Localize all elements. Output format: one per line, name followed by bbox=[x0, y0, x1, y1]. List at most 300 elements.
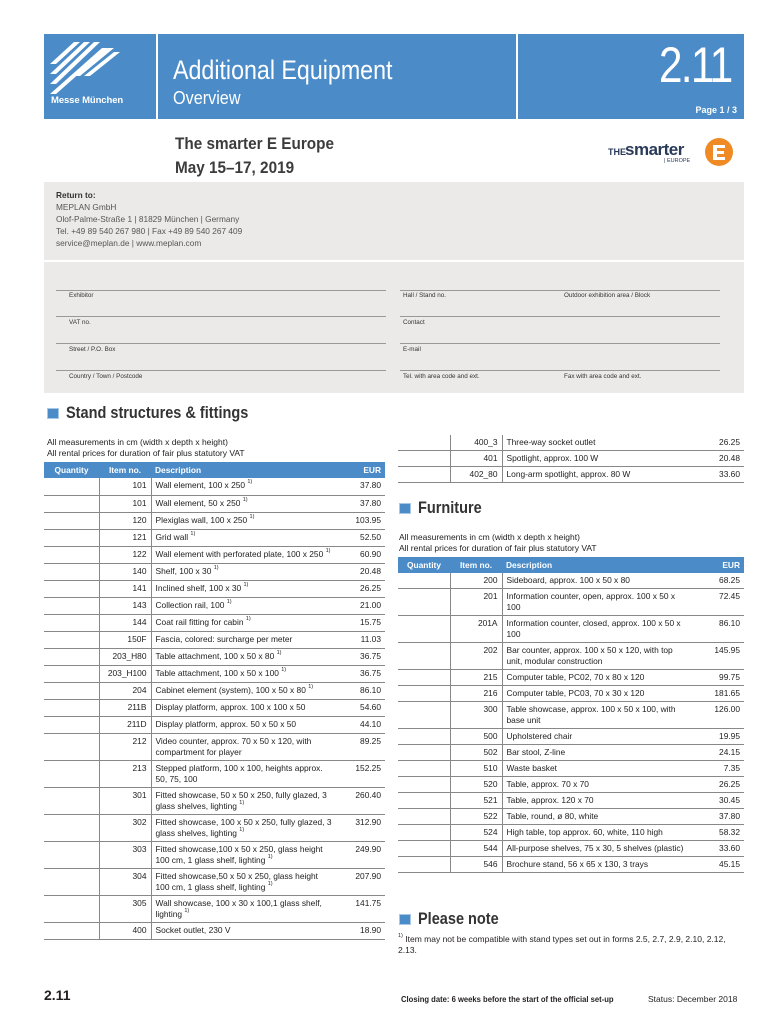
quantity-cell[interactable] bbox=[44, 614, 99, 631]
exhibitor-form bbox=[44, 262, 744, 393]
description-text: Table, round, ø 80, white bbox=[506, 811, 599, 821]
page-title: Additional Equipment bbox=[173, 55, 393, 85]
description-cell bbox=[151, 716, 336, 733]
price-cell: 15.75 bbox=[336, 614, 385, 631]
price-cell: 37.80 bbox=[336, 478, 385, 495]
table-row bbox=[398, 745, 744, 761]
hall-stand-field[interactable]: Hall / Stand no. bbox=[403, 292, 447, 299]
quantity-cell[interactable] bbox=[44, 699, 99, 716]
item-no-cell: 101 bbox=[99, 495, 151, 512]
table-row bbox=[398, 729, 744, 745]
quantity-cell[interactable] bbox=[398, 670, 450, 686]
event-dates: May 15–17, 2019 bbox=[175, 158, 295, 177]
table-row bbox=[398, 643, 744, 670]
street-field[interactable]: Street / P.O. Box bbox=[69, 346, 116, 353]
table-row bbox=[44, 495, 385, 512]
price-cell: 89.25 bbox=[336, 733, 385, 760]
messe-muenchen-logo bbox=[44, 34, 156, 119]
footer-closing-date: Closing date: 6 weeks before the start of the official set-up bbox=[401, 994, 614, 1004]
quantity-cell[interactable] bbox=[398, 467, 450, 483]
description-text: Wall element with perforated plate, 100 x 250 bbox=[155, 548, 324, 559]
page-indicator: Page 1 / 3 bbox=[695, 105, 737, 115]
description-cell bbox=[502, 702, 694, 729]
description-cell bbox=[502, 857, 694, 873]
description-cell bbox=[151, 868, 336, 895]
footnote-marker: 1) bbox=[226, 598, 232, 605]
field-line bbox=[56, 343, 386, 344]
description-text: Table attachment, 100 x 50 x 80 bbox=[155, 650, 275, 661]
table-row bbox=[44, 787, 385, 814]
item-no-cell: 122 bbox=[99, 546, 151, 563]
price-cell: 54.60 bbox=[336, 699, 385, 716]
quantity-cell[interactable] bbox=[398, 857, 450, 873]
quantity-cell[interactable] bbox=[44, 682, 99, 699]
quantity-cell[interactable] bbox=[398, 616, 450, 643]
quantity-cell[interactable] bbox=[398, 702, 450, 729]
description-text: Computer table, PC02, 70 x 80 x 120 bbox=[506, 672, 645, 682]
description-text: Inclined shelf, 100 x 30 bbox=[155, 582, 242, 593]
description-text: High table, top approx. 60, white, 110 high bbox=[506, 827, 663, 837]
note-marker: 1) bbox=[398, 933, 403, 939]
footnote-marker: 1) bbox=[243, 581, 249, 588]
event-name: The smarter E Europe bbox=[175, 134, 335, 153]
item-no-cell: 303 bbox=[99, 841, 151, 868]
quantity-cell[interactable] bbox=[398, 729, 450, 745]
description-cell bbox=[502, 729, 694, 745]
item-no-cell: 213 bbox=[99, 760, 151, 787]
quantity-cell[interactable] bbox=[44, 495, 99, 512]
price-cell: 86.10 bbox=[694, 616, 744, 643]
description-cell bbox=[151, 563, 336, 580]
email-field[interactable]: E-mail bbox=[403, 346, 421, 353]
return-address bbox=[44, 182, 744, 260]
footnote-marker: 1) bbox=[325, 547, 331, 554]
description-text: Spotlight, approx. 100 W bbox=[506, 453, 599, 463]
country-field[interactable]: Country / Town / Postcode bbox=[69, 373, 143, 380]
description-cell bbox=[502, 777, 694, 793]
exhibitor-field[interactable]: Exhibitor bbox=[69, 292, 94, 299]
quantity-cell[interactable] bbox=[44, 868, 99, 895]
item-no-cell: 143 bbox=[99, 597, 151, 614]
item-no-cell: 300 bbox=[450, 702, 502, 729]
description-text: Bar counter, approx. 100 x 50 x 120, with top unit, modular construction bbox=[506, 645, 673, 666]
logo-stripes-icon bbox=[44, 34, 156, 119]
quantity-cell[interactable] bbox=[44, 733, 99, 760]
item-no-cell: 510 bbox=[450, 761, 502, 777]
section-marker-icon bbox=[47, 408, 59, 419]
description-cell bbox=[151, 529, 336, 546]
return-line: service@meplan.de | www.meplan.com bbox=[56, 238, 202, 248]
footnote-marker: 1) bbox=[281, 666, 287, 673]
form-number: 2.11 bbox=[659, 37, 732, 93]
description-text: Brochure stand, 56 x 65 x 130, 3 trays bbox=[506, 859, 649, 869]
item-no-cell: 144 bbox=[99, 614, 151, 631]
item-no-cell: 150F bbox=[99, 631, 151, 648]
price-cell: 207.90 bbox=[336, 868, 385, 895]
field-line bbox=[400, 316, 720, 317]
table-row bbox=[44, 665, 385, 682]
quantity-cell[interactable] bbox=[398, 643, 450, 670]
smarter-e-logo bbox=[608, 137, 744, 167]
footnote-marker: 1) bbox=[249, 513, 255, 520]
quantity-cell[interactable] bbox=[398, 761, 450, 777]
footnote-marker: 1) bbox=[276, 649, 282, 656]
price-cell: 44.10 bbox=[336, 716, 385, 733]
description-text: Display platform, approx. 100 x 100 x 50 bbox=[155, 701, 306, 712]
item-no-cell: 200 bbox=[450, 573, 502, 589]
description-text: Fitted showcase, 50 x 50 x 250, fully glazed, 3 glass shelves, lighting bbox=[155, 789, 327, 811]
table-row bbox=[398, 435, 744, 451]
quantity-cell[interactable] bbox=[44, 478, 99, 495]
contact-field[interactable]: Contact bbox=[403, 319, 425, 326]
description-cell bbox=[151, 631, 336, 648]
note-text bbox=[398, 934, 744, 956]
furniture-intro bbox=[399, 532, 597, 554]
table-row bbox=[44, 841, 385, 868]
description-text: Computer table, PC03, 70 x 30 x 120 bbox=[506, 688, 645, 698]
logo-smarter: smarter bbox=[625, 140, 684, 159]
table-row bbox=[398, 686, 744, 702]
table-row bbox=[398, 809, 744, 825]
item-no-cell: 202 bbox=[450, 643, 502, 670]
item-no-cell: 201 bbox=[450, 589, 502, 616]
stand-intro-line: All rental prices for duration of fair plus statutory VAT bbox=[47, 448, 245, 458]
footnote-marker: 1) bbox=[308, 683, 314, 690]
furniture-intro-line: All rental prices for duration of fair plus statutory VAT bbox=[399, 543, 597, 553]
table-row bbox=[398, 761, 744, 777]
item-no-cell: 520 bbox=[450, 777, 502, 793]
description-cell bbox=[502, 793, 694, 809]
description-cell bbox=[151, 841, 336, 868]
description-cell bbox=[151, 699, 336, 716]
table-row bbox=[398, 777, 744, 793]
logo-text: Messe München bbox=[51, 95, 124, 106]
description-text: Sideboard, approx. 100 x 50 x 80 bbox=[506, 575, 630, 585]
quantity-cell[interactable] bbox=[398, 777, 450, 793]
quantity-cell[interactable] bbox=[398, 435, 450, 451]
footnote-marker: 1) bbox=[213, 564, 219, 571]
price-cell: 126.00 bbox=[694, 702, 744, 729]
stand-table bbox=[44, 462, 385, 940]
description-text: Coat rail fitting for cabin bbox=[155, 616, 244, 627]
item-no-cell: 204 bbox=[99, 682, 151, 699]
quantity-cell[interactable] bbox=[44, 597, 99, 614]
description-cell bbox=[151, 733, 336, 760]
footnote-marker: 1) bbox=[267, 853, 273, 860]
description-cell bbox=[502, 841, 694, 857]
footnote-marker: 1) bbox=[242, 496, 248, 503]
price-cell: 11.03 bbox=[336, 631, 385, 648]
table-row bbox=[44, 614, 385, 631]
price-cell: 181.65 bbox=[694, 686, 744, 702]
col-description: Description bbox=[502, 557, 694, 573]
table-row bbox=[44, 529, 385, 546]
description-cell bbox=[151, 478, 336, 495]
description-cell bbox=[151, 682, 336, 699]
quantity-cell[interactable] bbox=[44, 529, 99, 546]
description-text: Stepped platform, 100 x 100, heights approx. 50, 75, 100 bbox=[155, 762, 323, 784]
price-cell: 37.80 bbox=[336, 495, 385, 512]
item-no-cell: 524 bbox=[450, 825, 502, 841]
item-no-cell: 522 bbox=[450, 809, 502, 825]
table-row bbox=[44, 760, 385, 787]
item-no-cell: 401 bbox=[450, 451, 502, 467]
col-quantity: Quantity bbox=[44, 462, 99, 478]
description-cell bbox=[502, 435, 694, 451]
item-no-cell: 544 bbox=[450, 841, 502, 857]
vat-field[interactable]: VAT no. bbox=[69, 319, 91, 326]
price-cell: 20.48 bbox=[694, 451, 744, 467]
logo-e-icon bbox=[700, 137, 738, 167]
item-no-cell: 521 bbox=[450, 793, 502, 809]
table-row bbox=[44, 699, 385, 716]
table-row bbox=[398, 841, 744, 857]
description-text: Collection rail, 100 bbox=[155, 599, 225, 610]
price-cell: 86.10 bbox=[336, 682, 385, 699]
item-no-cell: 216 bbox=[450, 686, 502, 702]
note-section-title: Please note bbox=[418, 910, 499, 928]
quantity-cell[interactable] bbox=[398, 809, 450, 825]
description-text: Wall element, 100 x 250 bbox=[155, 480, 246, 490]
item-no-cell: 211B bbox=[99, 699, 151, 716]
description-text: Information counter, open, approx. 100 x 50 x 100 bbox=[506, 591, 676, 612]
quantity-cell[interactable] bbox=[44, 760, 99, 787]
price-cell: 19.95 bbox=[694, 729, 744, 745]
description-cell bbox=[151, 495, 336, 512]
table-row bbox=[398, 857, 744, 873]
table-row bbox=[44, 563, 385, 580]
description-cell bbox=[151, 614, 336, 631]
description-text: Waste basket bbox=[506, 763, 557, 773]
field-line bbox=[400, 370, 720, 371]
description-text: Three-way socket outlet bbox=[506, 437, 596, 447]
price-cell: 37.80 bbox=[694, 809, 744, 825]
footnote-marker: 1) bbox=[239, 799, 245, 806]
item-no-cell: 215 bbox=[450, 670, 502, 686]
field-line bbox=[56, 290, 386, 291]
table-row bbox=[44, 648, 385, 665]
description-text: Fascia, colored: surcharge per meter bbox=[155, 633, 293, 644]
description-cell bbox=[151, 760, 336, 787]
field-line bbox=[400, 343, 720, 344]
return-line: MEPLAN GmbH bbox=[56, 202, 117, 212]
footer-form-number: 2.11 bbox=[44, 987, 71, 1003]
item-no-cell: 141 bbox=[99, 580, 151, 597]
footnote-marker: 1) bbox=[245, 615, 251, 622]
price-cell: 26.25 bbox=[336, 580, 385, 597]
price-cell: 68.25 bbox=[694, 573, 744, 589]
quantity-cell[interactable] bbox=[44, 631, 99, 648]
item-no-cell: 500 bbox=[450, 729, 502, 745]
form-number-block bbox=[518, 34, 744, 119]
quantity-cell[interactable] bbox=[398, 573, 450, 589]
col-item-no: Item no. bbox=[450, 557, 502, 573]
footer-status: Status: December 2018 bbox=[648, 994, 738, 1004]
quantity-cell[interactable] bbox=[398, 745, 450, 761]
description-text: Information counter, closed, approx. 100 x 50 x 100 bbox=[506, 618, 681, 639]
quantity-cell[interactable] bbox=[398, 686, 450, 702]
table-row bbox=[398, 451, 744, 467]
price-cell: 72.45 bbox=[694, 589, 744, 616]
description-cell bbox=[502, 745, 694, 761]
item-no-cell: 203_H80 bbox=[99, 648, 151, 665]
table-row bbox=[398, 467, 744, 483]
quantity-cell[interactable] bbox=[44, 787, 99, 814]
quantity-cell[interactable] bbox=[44, 580, 99, 597]
quantity-cell[interactable] bbox=[398, 589, 450, 616]
table-row bbox=[44, 895, 385, 922]
title-block bbox=[158, 34, 516, 119]
item-no-cell: 400_3 bbox=[450, 435, 502, 451]
table-row bbox=[398, 589, 744, 616]
price-cell: 312.90 bbox=[336, 814, 385, 841]
description-cell bbox=[151, 665, 336, 682]
footnote-marker: 1) bbox=[267, 880, 273, 887]
description-cell bbox=[502, 616, 694, 643]
quantity-cell[interactable] bbox=[44, 648, 99, 665]
item-no-cell: 546 bbox=[450, 857, 502, 873]
description-text: Long-arm spotlight, approx. 80 W bbox=[506, 469, 631, 479]
outdoor-area-field[interactable]: Outdoor exhibition area / Block bbox=[564, 292, 651, 299]
quantity-cell[interactable] bbox=[398, 793, 450, 809]
return-line: Tel. +49 89 540 267 980 | Fax +49 89 540 267 409 bbox=[56, 226, 243, 236]
table-row bbox=[44, 733, 385, 760]
table-row bbox=[398, 793, 744, 809]
col-eur: EUR bbox=[694, 557, 744, 573]
tel-field[interactable]: Tel. with area code and ext. bbox=[403, 373, 480, 380]
description-text: Video counter, approx. 70 x 50 x 120, with compartment for player bbox=[155, 735, 312, 757]
item-no-cell: 140 bbox=[99, 563, 151, 580]
table-row bbox=[44, 512, 385, 529]
price-cell: 21.00 bbox=[336, 597, 385, 614]
description-text: Plexiglas wall, 100 x 250 bbox=[155, 514, 248, 525]
description-cell bbox=[151, 814, 336, 841]
table-row bbox=[44, 580, 385, 597]
description-cell bbox=[502, 451, 694, 467]
logo-the: THE bbox=[608, 147, 626, 157]
description-text: Grid wall bbox=[155, 531, 189, 542]
col-description: Description bbox=[151, 462, 336, 478]
item-no-cell: 304 bbox=[99, 868, 151, 895]
price-cell: 18.90 bbox=[336, 922, 385, 939]
quantity-cell[interactable] bbox=[398, 841, 450, 857]
price-cell: 33.60 bbox=[694, 467, 744, 483]
item-no-cell: 101 bbox=[99, 478, 151, 495]
price-cell: 60.90 bbox=[336, 546, 385, 563]
description-cell bbox=[151, 546, 336, 563]
description-cell bbox=[502, 467, 694, 483]
quantity-cell[interactable] bbox=[44, 665, 99, 682]
table-row bbox=[44, 682, 385, 699]
quantity-cell[interactable] bbox=[44, 895, 99, 922]
table-row bbox=[44, 922, 385, 939]
description-cell bbox=[502, 825, 694, 841]
table-row bbox=[398, 702, 744, 729]
item-no-cell: 301 bbox=[99, 787, 151, 814]
quantity-cell[interactable] bbox=[44, 922, 99, 939]
item-no-cell: 402_80 bbox=[450, 467, 502, 483]
furniture-table bbox=[398, 557, 744, 873]
description-cell bbox=[502, 761, 694, 777]
price-cell: 58.32 bbox=[694, 825, 744, 841]
item-no-cell: 212 bbox=[99, 733, 151, 760]
event-info bbox=[175, 132, 334, 180]
table-row bbox=[44, 716, 385, 733]
description-text: Wall showcase, 100 x 30 x 100,1 glass shelf, lighting bbox=[155, 897, 322, 919]
quantity-cell[interactable] bbox=[398, 825, 450, 841]
description-text: Table, approx. 120 x 70 bbox=[506, 795, 594, 805]
field-line bbox=[56, 316, 386, 317]
quantity-cell[interactable] bbox=[44, 563, 99, 580]
description-text: Upholstered chair bbox=[506, 731, 573, 741]
footnote-marker: 1) bbox=[184, 907, 190, 914]
logo-europe: | EUROPE bbox=[664, 158, 691, 164]
quantity-cell[interactable] bbox=[44, 716, 99, 733]
stand-intro-line: All measurements in cm (width x depth x height) bbox=[47, 437, 228, 447]
quantity-cell[interactable] bbox=[44, 546, 99, 563]
return-label: Return to: bbox=[56, 190, 96, 200]
description-cell bbox=[502, 686, 694, 702]
footnote-marker: 1) bbox=[247, 479, 253, 485]
description-cell bbox=[151, 895, 336, 922]
item-no-cell: 305 bbox=[99, 895, 151, 922]
description-cell bbox=[151, 648, 336, 665]
col-eur: EUR bbox=[336, 462, 385, 478]
table-row bbox=[44, 546, 385, 563]
item-no-cell: 201A bbox=[450, 616, 502, 643]
item-no-cell: 120 bbox=[99, 512, 151, 529]
quantity-cell[interactable] bbox=[44, 841, 99, 868]
description-text: Bar stool, Z-line bbox=[506, 747, 566, 757]
item-no-cell: 203_H100 bbox=[99, 665, 151, 682]
price-cell: 45.15 bbox=[694, 857, 744, 873]
table-row bbox=[44, 478, 385, 495]
description-text: Fitted showcase, 100 x 50 x 250, fully glazed, 3 glass shelves, lighting bbox=[155, 816, 332, 838]
table-row bbox=[398, 616, 744, 643]
table-row bbox=[44, 868, 385, 895]
description-text: Fitted showcase,50 x 50 x 250, glass height 100 cm, 1 glass shelf, lighting bbox=[155, 870, 318, 892]
quantity-cell[interactable] bbox=[44, 512, 99, 529]
page-subtitle: Overview bbox=[173, 88, 241, 108]
quantity-cell[interactable] bbox=[44, 814, 99, 841]
table-row bbox=[44, 814, 385, 841]
price-cell: 30.45 bbox=[694, 793, 744, 809]
description-cell bbox=[151, 597, 336, 614]
item-no-cell: 121 bbox=[99, 529, 151, 546]
col-quantity: Quantity bbox=[398, 557, 450, 573]
footnote-marker: 1) bbox=[239, 826, 245, 833]
furniture-section-title: Furniture bbox=[418, 499, 482, 517]
description-cell bbox=[151, 580, 336, 597]
price-cell: 36.75 bbox=[336, 665, 385, 682]
section-marker-icon bbox=[399, 503, 411, 514]
stand-section-title: Stand structures & fittings bbox=[66, 404, 249, 422]
furniture-intro-line: All measurements in cm (width x depth x height) bbox=[399, 532, 580, 542]
quantity-cell[interactable] bbox=[398, 451, 450, 467]
description-cell bbox=[151, 512, 336, 529]
price-cell: 260.40 bbox=[336, 787, 385, 814]
description-text: All-purpose shelves, 75 x 30, 5 shelves (plastic) bbox=[506, 843, 684, 853]
price-cell: 33.60 bbox=[694, 841, 744, 857]
price-cell: 36.75 bbox=[336, 648, 385, 665]
description-text: Socket outlet, 230 V bbox=[155, 924, 231, 935]
description-text: Fitted showcase,100 x 50 x 250, glass height 100 cm, 1 glass shelf, lighting bbox=[155, 843, 323, 865]
item-no-cell: 502 bbox=[450, 745, 502, 761]
section-marker-icon bbox=[399, 914, 411, 925]
fax-field[interactable]: Fax with area code and ext. bbox=[564, 373, 642, 380]
description-cell bbox=[151, 922, 336, 939]
item-no-cell: 211D bbox=[99, 716, 151, 733]
